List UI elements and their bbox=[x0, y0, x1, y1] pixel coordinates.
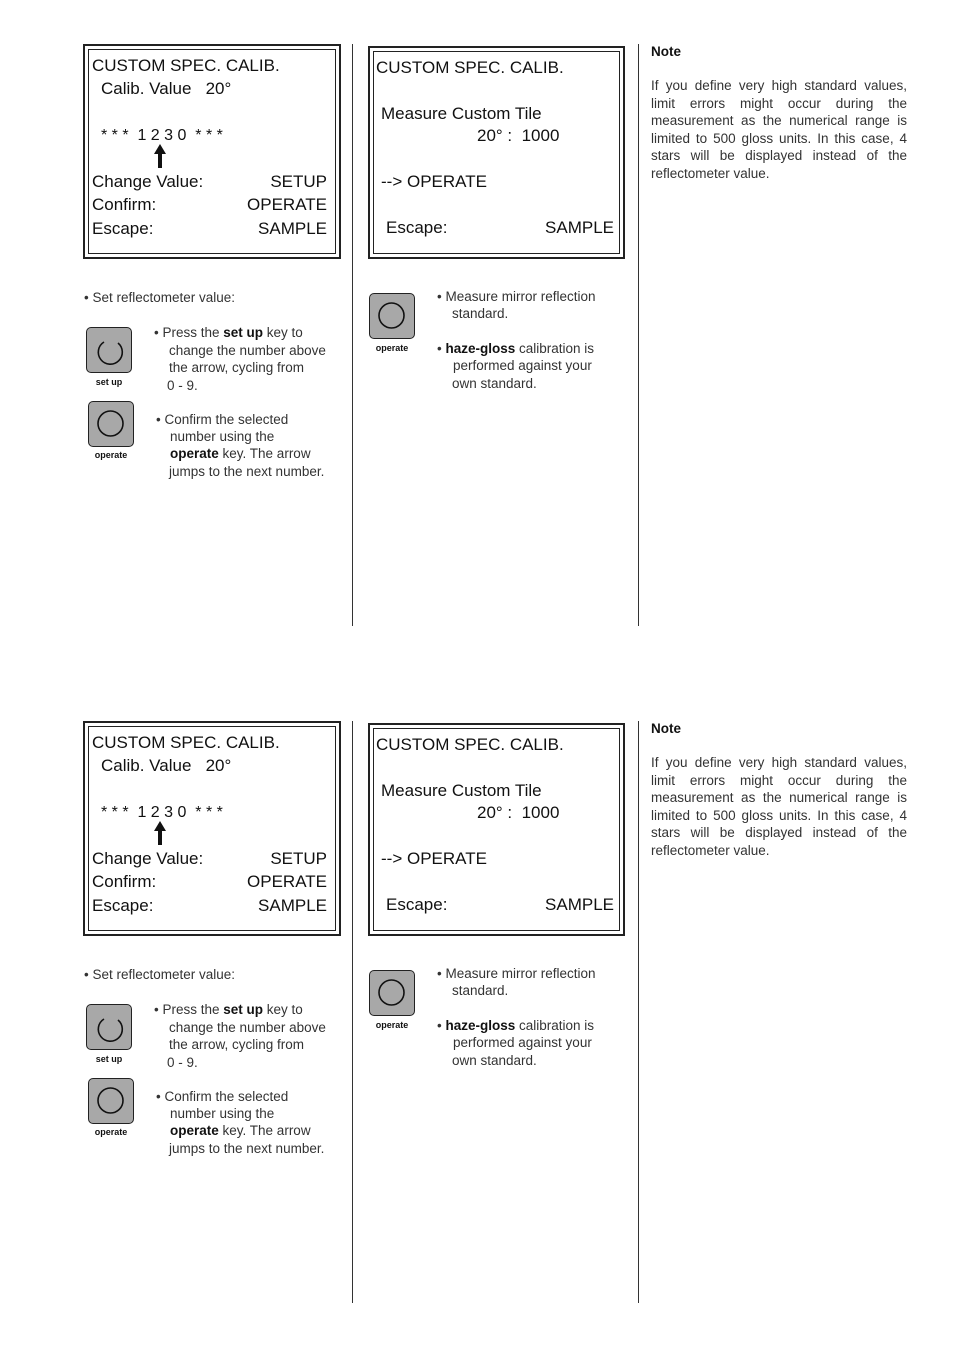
measure-custom-tile-line: Measure Custom Tile bbox=[381, 104, 542, 123]
angle-value-line: 20° : 1000 bbox=[477, 803, 560, 822]
measure-custom-tile-line: Measure Custom Tile bbox=[381, 781, 542, 800]
note-body: If you define very high standard values, limit errors might occur during the measurement as the numerical range is limited to 500 gloss units. In this case, 4 stars will be displayed instead of the reflectometer value. bbox=[651, 78, 907, 181]
bullet2-text bbox=[437, 1017, 594, 1035]
row-label-change: Change Value: bbox=[92, 849, 204, 868]
step1-line: change the number above bbox=[169, 1020, 326, 1035]
note-body: If you define very high standard values, limit errors might occur during the measurement as the numerical range is limited to 500 gloss units. In this case, 4 stars will be displayed instead of the reflectometer value. bbox=[651, 755, 907, 858]
row-label-confirm: Confirm: bbox=[92, 195, 157, 214]
bullet2-text bbox=[437, 340, 594, 358]
operate-key[interactable] bbox=[88, 401, 134, 447]
step2-line: • Confirm the selected bbox=[156, 1089, 289, 1104]
operate-key-label: operate bbox=[375, 1020, 409, 1030]
bullet1-line: • Measure mirror reflection bbox=[437, 289, 596, 304]
bullet2-line: performed against your bbox=[453, 1035, 592, 1050]
row-value-setup: SETUP bbox=[270, 172, 327, 191]
circle-icon bbox=[89, 1079, 135, 1125]
bullet2-post: calibration is bbox=[515, 341, 595, 356]
circle-icon bbox=[370, 294, 416, 340]
escape-value: SAMPLE bbox=[545, 895, 614, 914]
circle-icon bbox=[89, 402, 135, 448]
escape-value: SAMPLE bbox=[545, 218, 614, 237]
circle-icon bbox=[370, 971, 416, 1017]
setup-key[interactable] bbox=[86, 1004, 132, 1050]
display-calib-value bbox=[83, 721, 341, 936]
step1-line: the arrow, cycling from bbox=[169, 360, 305, 375]
row-value-operate: OPERATE bbox=[247, 195, 327, 214]
step1-bold: set up bbox=[223, 325, 264, 340]
calib-value-line: Calib. Value 20° bbox=[101, 79, 232, 98]
operate-key-label: operate bbox=[375, 343, 409, 353]
setup-key-label: set up bbox=[95, 377, 123, 387]
display-title: CUSTOM SPEC. CALIB. bbox=[92, 733, 280, 752]
operate-prompt: --> OPERATE bbox=[381, 849, 487, 868]
digit-cursor-arrow-icon bbox=[154, 821, 166, 845]
operate-key-label: operate bbox=[94, 450, 128, 460]
step2-text bbox=[170, 445, 311, 463]
rotate-arrow-icon bbox=[87, 328, 133, 374]
step2-line: number using the bbox=[170, 429, 275, 444]
step1-pre: • Press the bbox=[154, 325, 224, 340]
operate-key[interactable] bbox=[369, 970, 415, 1016]
column-divider bbox=[638, 44, 639, 626]
bullet1-line: standard. bbox=[452, 306, 509, 321]
bullet2-pre: • bbox=[437, 1018, 446, 1033]
note-title: Note bbox=[651, 44, 681, 59]
step2-line: number using the bbox=[170, 1106, 275, 1121]
bullet2-bold: haze-gloss bbox=[445, 341, 516, 356]
note-title: Note bbox=[651, 721, 681, 736]
display-title: CUSTOM SPEC. CALIB. bbox=[376, 735, 564, 754]
step1-line: the arrow, cycling from bbox=[169, 1037, 305, 1052]
operate-key[interactable] bbox=[88, 1078, 134, 1124]
display-calib-value bbox=[83, 44, 341, 259]
bullet2-pre: • bbox=[437, 341, 446, 356]
row-label-escape: Escape: bbox=[92, 219, 154, 238]
row-value-operate: OPERATE bbox=[247, 872, 327, 891]
calib-value-line: Calib. Value 20° bbox=[101, 756, 232, 775]
row-value-sample: SAMPLE bbox=[258, 219, 327, 238]
step2-text bbox=[170, 1122, 311, 1140]
set-value-intro: • Set reflectometer value: bbox=[84, 967, 236, 982]
bullet1-line: standard. bbox=[452, 983, 509, 998]
calibration-section bbox=[0, 721, 954, 1321]
escape-label: Escape: bbox=[386, 895, 448, 914]
step2-post: key. The arrow bbox=[218, 446, 311, 461]
step1-line: 0 - 9. bbox=[167, 1055, 198, 1070]
display-measure-tile bbox=[368, 723, 625, 936]
bullet2-line: own standard. bbox=[452, 1053, 537, 1068]
bullet2-bold: haze-gloss bbox=[445, 1018, 516, 1033]
angle-value-line: 20° : 1000 bbox=[477, 126, 560, 145]
row-label-escape: Escape: bbox=[92, 896, 154, 915]
bullet2-post: calibration is bbox=[515, 1018, 595, 1033]
set-value-intro: • Set reflectometer value: bbox=[84, 290, 236, 305]
step2-post: key. The arrow bbox=[218, 1123, 311, 1138]
step1-line: change the number above bbox=[169, 343, 326, 358]
digit-readout: * * * 1 2 3 0 * * * bbox=[101, 804, 223, 821]
display-title: CUSTOM SPEC. CALIB. bbox=[92, 56, 280, 75]
step2-bold: operate bbox=[170, 446, 219, 461]
row-label-change: Change Value: bbox=[92, 172, 204, 191]
column-divider bbox=[352, 721, 353, 1303]
step1-post: key to bbox=[263, 325, 303, 340]
step1-bold: set up bbox=[223, 1002, 264, 1017]
step1-text bbox=[154, 1001, 303, 1019]
row-label-confirm: Confirm: bbox=[92, 872, 157, 891]
step2-bold: operate bbox=[170, 1123, 219, 1138]
escape-label: Escape: bbox=[386, 218, 448, 237]
display-title: CUSTOM SPEC. CALIB. bbox=[376, 58, 564, 77]
step1-text bbox=[154, 324, 303, 342]
calibration-section bbox=[0, 44, 954, 644]
rotate-arrow-icon bbox=[87, 1005, 133, 1051]
step1-post: key to bbox=[263, 1002, 303, 1017]
step1-pre: • Press the bbox=[154, 1002, 224, 1017]
digit-cursor-arrow-icon bbox=[154, 144, 166, 168]
display-measure-tile bbox=[368, 46, 625, 259]
step2-line: • Confirm the selected bbox=[156, 412, 289, 427]
row-value-setup: SETUP bbox=[270, 849, 327, 868]
operate-key-label: operate bbox=[94, 1127, 128, 1137]
digit-readout: * * * 1 2 3 0 * * * bbox=[101, 127, 223, 144]
operate-prompt: --> OPERATE bbox=[381, 172, 487, 191]
column-divider bbox=[352, 44, 353, 626]
bullet2-line: own standard. bbox=[452, 376, 537, 391]
setup-key-label: set up bbox=[95, 1054, 123, 1064]
column-divider bbox=[638, 721, 639, 1303]
step1-line: 0 - 9. bbox=[167, 378, 198, 393]
step2-last: jumps to the next number. bbox=[169, 464, 325, 479]
bullet1-line: • Measure mirror reflection bbox=[437, 966, 596, 981]
bullet2-line: performed against your bbox=[453, 358, 592, 373]
setup-key[interactable] bbox=[86, 327, 132, 373]
step2-last: jumps to the next number. bbox=[169, 1141, 325, 1156]
row-value-sample: SAMPLE bbox=[258, 896, 327, 915]
operate-key[interactable] bbox=[369, 293, 415, 339]
